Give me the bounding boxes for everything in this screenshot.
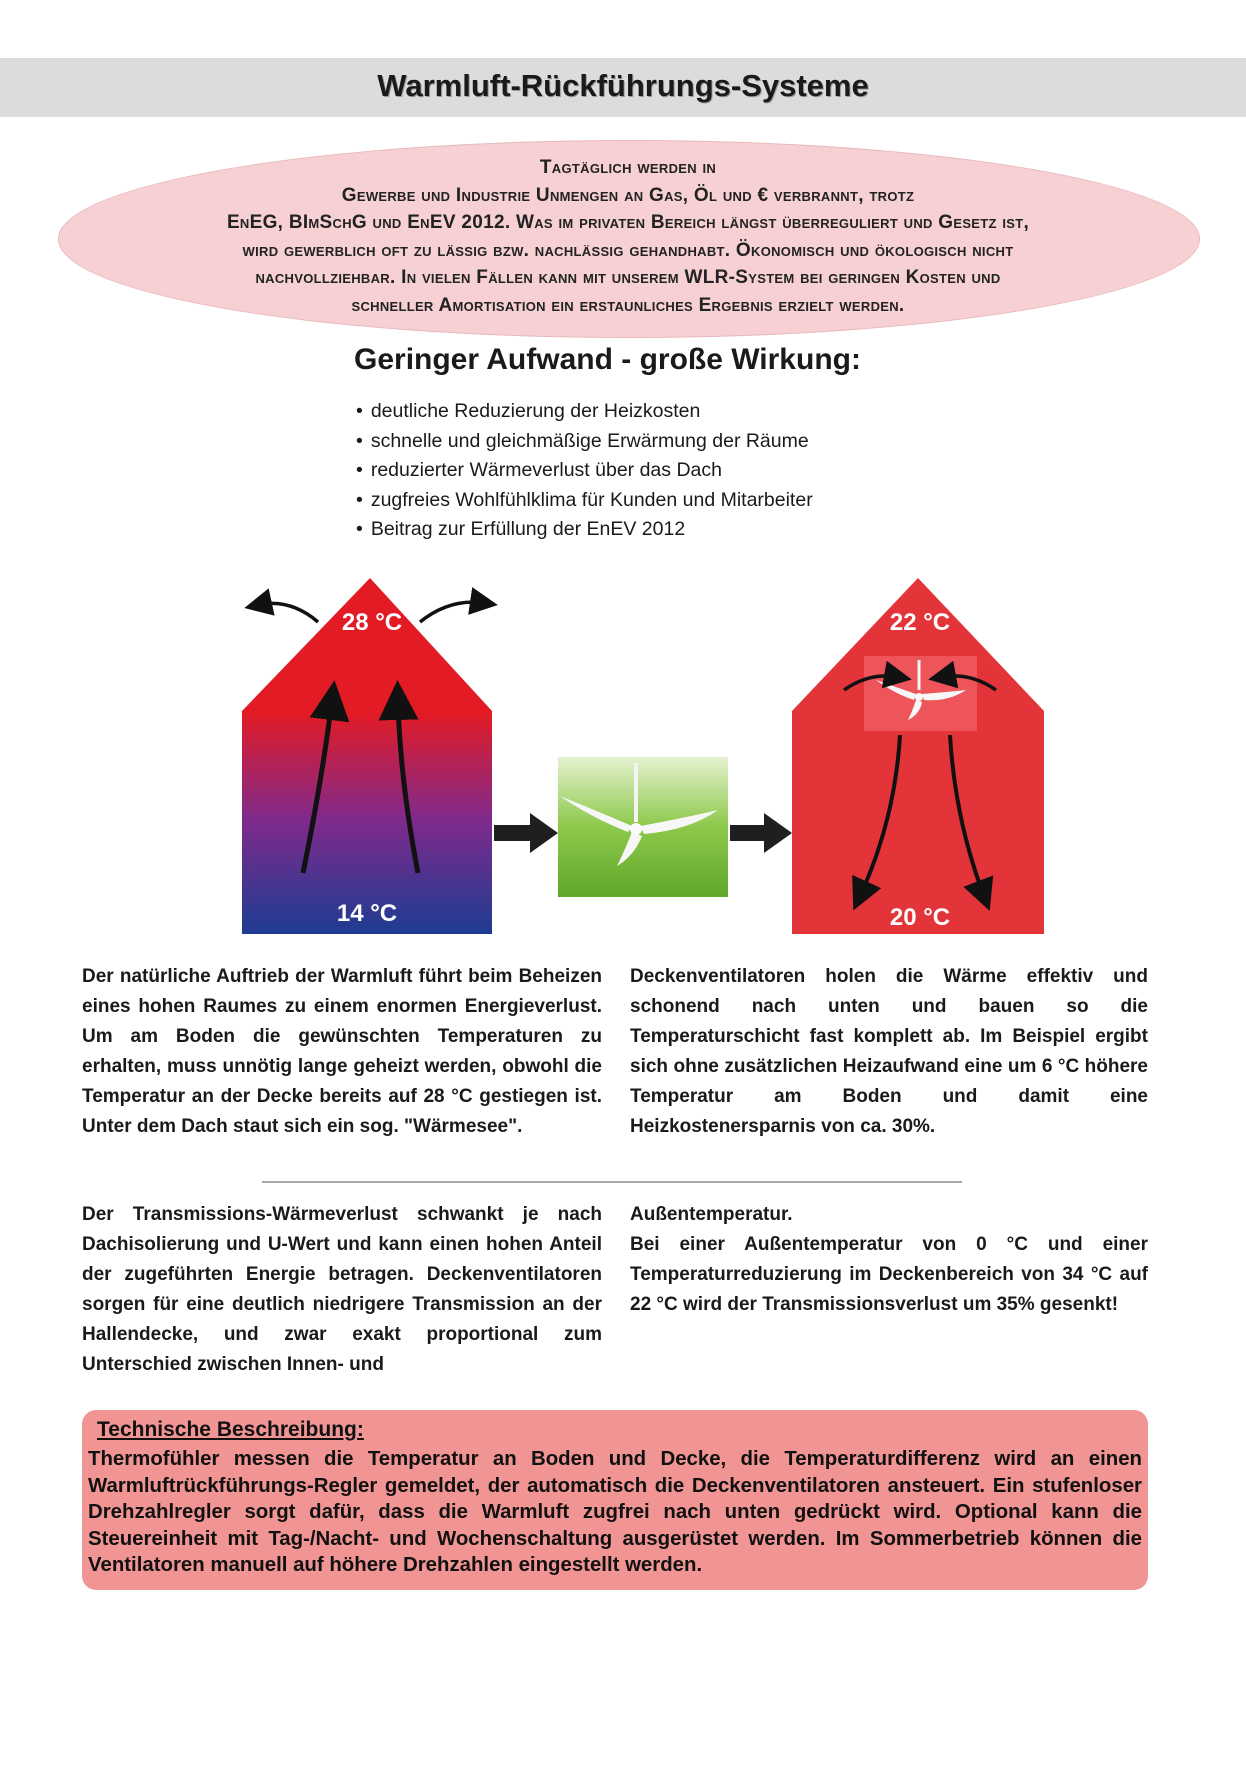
intro-line: Tagtäglich werden in — [539, 157, 717, 178]
benefits-heading: Geringer Aufwand - große Wirkung: — [354, 343, 861, 376]
benefit-item: • reduzierter Wärmeverlust über das Dach — [356, 456, 813, 486]
section1-left-paragraph: Der natürliche Auftrieb der Warmluft führt beim Beheizen eines hohen Raumes zu einem enormen Energieverlust. Um am Boden die gewünschten Temperaturen zu erhalten, muss unnötig lange geheizt werden, obwohl die Temperatur an der Decke bereits auf 28 °C gestiegen ist. Unter dem Dach staut sich ein sog. "Wärmesee". — [82, 966, 602, 1137]
right-top-temp: 22 °C — [889, 609, 951, 636]
tech-body: Thermofühler messen die Temperatur an Boden und Decke, die Temperaturdifferenz wird an einen Warmluftrückführungs-Regler gemeldet, der automatisch die Deckenventilatoren ansteuert. Ein stufenloser Drehzahlregler sorgt dafür, dass die Warmluft zugfrei nach unten gedrückt wird. Optional kann die Steuereinheit mit Tag-/Nacht- und Wochenschaltung ausgerüstet werden. Im Sommerbetrieb können die Ventilatoren manuell auf höhere Drehzahlen eingestellt werden. — [88, 1448, 1142, 1576]
intro-line: nachvollziehbar. In vielen Fällen kann mit unserem WLR-System bei geringen Kosten und — [255, 267, 1001, 288]
tech-heading: Technische Beschreibung: — [97, 1418, 364, 1441]
heat-escape-arrow-left — [258, 603, 318, 622]
section2-left-paragraph: Der Transmissions-Wärmeverlust schwankt je nach Dachisolierung und U-Wert und kann einen hohen Anteil der zugeführten Energie betragen. Deckenventilatoren sorgen für eine deutlich niedrigere Transmission an der Hallendecke, und zwar exakt proportional zum Unterschied zwischen Innen- und — [82, 1204, 602, 1375]
section2-right-line1: Außentemperatur. — [630, 1204, 793, 1225]
section1-right-paragraph: Deckenventilatoren holen die Wärme effektiv und schonend nach unten und bauen so die Temperaturschicht fast komplett ab. Im Beispiel ergibt sich ohne zusätzlichen Heizaufwand eine um 6 °C höhere Temperatur am Boden und damit eine Heizkostenersparnis von ca. 30%. — [630, 966, 1148, 1137]
left-top-temp: 28 °C — [341, 609, 403, 636]
benefit-item: • schnelle und gleichmäßige Erwärmung der Räume — [356, 427, 813, 457]
intro-line: wird gewerblich oft zu lässig bzw. nachlässig gehandhabt. Ökonomisch und ökologisch nicht — [242, 239, 1014, 261]
benefit-item: • Beitrag zur Erfüllung der EnEV 2012 — [356, 515, 813, 545]
intro-line: schneller Amortisation ein erstaunliches Ergebnis erzielt werden. — [351, 294, 905, 316]
section2-right-paragraph: Bei einer Außentemperatur von 0 °C und einer Temperaturreduzierung im Deckenbereich von 34 °C auf 22 °C wird der Transmissionsverlust um 35% gesenkt! — [630, 1234, 1148, 1315]
flow-arrow-1 — [494, 813, 558, 853]
divider — [262, 1181, 962, 1183]
intro-line: EnEG, BImSchG und EnEV 2012. Was im privaten Bereich längst überreguliert und Gesetz ist, — [226, 212, 1030, 233]
right-bottom-temp: 20 °C — [889, 904, 951, 931]
benefit-item: • deutliche Reduzierung der Heizkosten — [356, 397, 813, 427]
intro-text — [90, 154, 1166, 319]
left-bottom-temp: 14 °C — [336, 900, 398, 927]
benefits-list — [356, 397, 813, 545]
intro-line: Gewerbe und Industrie Unmengen an Gas, Öl und € verbrannt, trotz — [341, 184, 915, 206]
page-title: Warmluft-Rückführungs-Systeme — [377, 68, 869, 103]
flow-arrow-2 — [730, 813, 792, 853]
benefit-item: • zugfreies Wohlfühlklima für Kunden und Mitarbeiter — [356, 486, 813, 516]
airflow-diagram — [0, 570, 1246, 950]
heat-escape-arrow-right — [420, 602, 484, 622]
